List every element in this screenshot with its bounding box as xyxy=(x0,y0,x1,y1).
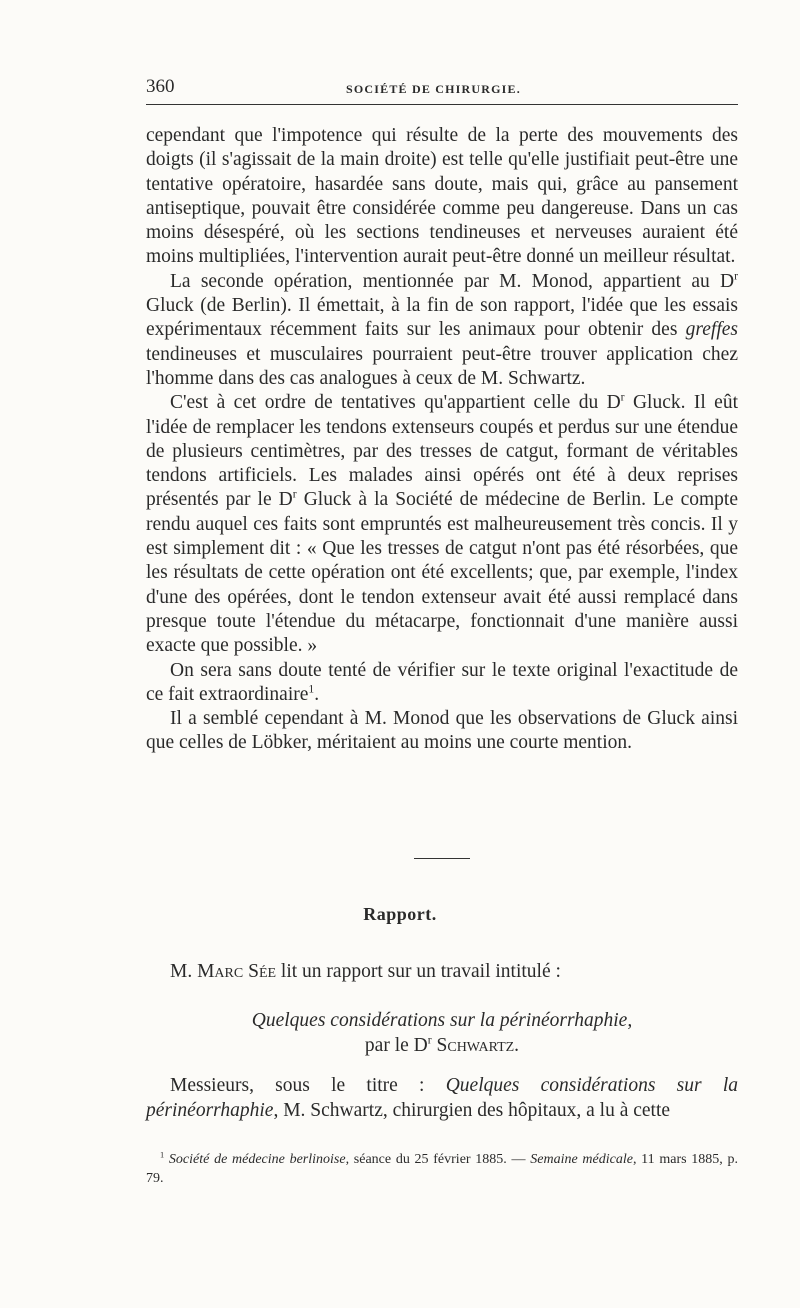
paragraph-4 xyxy=(146,659,738,708)
paragraph-2-text-a: La seconde opération, mentionnée par M. Monod, appartient au D xyxy=(170,270,735,292)
paragraph-5: Il a semblé cependant à M. Monod que les observations de Gluck ainsi que celles de Löbker, méritaient au moins une courte mention. xyxy=(146,708,738,754)
paragraph-2-text-c: tendineuses et musculaires pourraient peut-être trouver application chez l'homme dans des cas analogues à ceux de M. Schwartz. xyxy=(146,343,738,389)
footnote-journal: Semaine médicale xyxy=(530,1152,633,1167)
paragraph-3-text-a: C'est à cet ordre de tentatives qu'appartient celle du D xyxy=(170,392,621,414)
report-title-author: Schwartz. xyxy=(436,1035,520,1056)
section-separator xyxy=(414,858,470,859)
section-heading: Rapport. xyxy=(363,904,437,924)
running-title: SOCIÉTÉ DE CHIRURGIE. xyxy=(346,82,521,96)
italic-greffes: greffes xyxy=(685,319,738,341)
footnote-source: Société de médecine berlinoise xyxy=(168,1152,346,1167)
report-intro-prefix: M. xyxy=(170,961,198,982)
footnote-end: , 11 mars 1885, p. 79. xyxy=(146,1152,739,1186)
report-paragraph-end: , M. Schwartz, chirurgien des hôpitaux, a lu à cette xyxy=(273,1100,671,1121)
paragraph-4-end: . xyxy=(314,683,320,705)
report-paragraph-start: Messieurs, sous le titre : xyxy=(170,1075,446,1096)
report-intro xyxy=(170,960,740,984)
paragraph-3-text-b: Gluck. Il eût l'idée de remplacer les tendons extenseurs coupés et perdus sur une étendue de plusieurs centimètres, par des tresses de catgut, formant de véritables tendons artificiels. Les malades ainsi opérés ont été à deux reprises présentés par le D xyxy=(146,392,738,511)
paragraph-2 xyxy=(146,270,738,391)
page-number: 360 xyxy=(146,76,175,97)
paragraph-4-text: On sera sans doute tenté de vérifier sur le texte original l'exactitude de ce fait extraordinaire xyxy=(146,659,738,705)
dr-superscript: r xyxy=(427,1033,432,1047)
paragraph-3-text-c: Gluck à la Société de médecine de Berlin. Le compte rendu auquel ces faits sont empruntés est malheureusement très concis. Il y est simplement dit : « Que les tresses de catgut n'ont pas été résorbées, que les résultats de cette opération ont été excellents; que, par exemple, l'index d'une des opérées, dont le tendon extenseur avait été aussi remplacé dans presque toute l'étendue du métacarpe, fonctionnait d'une manière aussi exacte que possible. » xyxy=(146,489,738,657)
paragraph-2-text-b: Gluck (de Berlin). Il émettait, à la fin de son rapport, l'idée que les essais expérimentaux récemment faits sur les animaux pour obtenir des xyxy=(146,295,738,341)
dr-superscript: r xyxy=(620,390,625,404)
dr-superscript: r xyxy=(734,269,738,283)
paragraph-1: cependant que l'impotence qui résulte de la perte des mouvements des doigts (il s'agissait de la main droite) est telle qu'elle justifiait peut-être une tentative opératoire, hasardée sans doute, mais qui, grâce au pansement antiseptique, pouvait être considérée comme peu dangereuse. Dans un cas moins désespéré, où les sections tendineuses et nerveuses auraient été moins multipliées, l'intervention aurait peut-être donné un meilleur résultat. xyxy=(146,125,738,268)
report-author: Marc Sée xyxy=(197,961,277,982)
body-text xyxy=(146,124,738,756)
footnote-reference[interactable]: 1 xyxy=(308,682,315,696)
report-paragraph xyxy=(146,1073,738,1123)
footnote xyxy=(146,1150,738,1188)
footnote-details: , séance du 25 février 1885. — xyxy=(345,1152,531,1167)
dr-superscript: r xyxy=(292,487,297,501)
page-header xyxy=(146,72,738,105)
report-title: Quelques considérations sur la périnéorrhaphie, xyxy=(251,1010,633,1031)
report-paragraph-italic: Quelques considérations sur la périnéorrhaphie xyxy=(146,1075,738,1121)
report-intro-rest: lit un rapport sur un travail intitulé : xyxy=(276,961,561,982)
report-title-block xyxy=(146,1008,738,1058)
report-by: par le D xyxy=(364,1035,428,1056)
paragraph-3 xyxy=(146,391,738,658)
footnote-marker: 1 xyxy=(160,1150,165,1160)
